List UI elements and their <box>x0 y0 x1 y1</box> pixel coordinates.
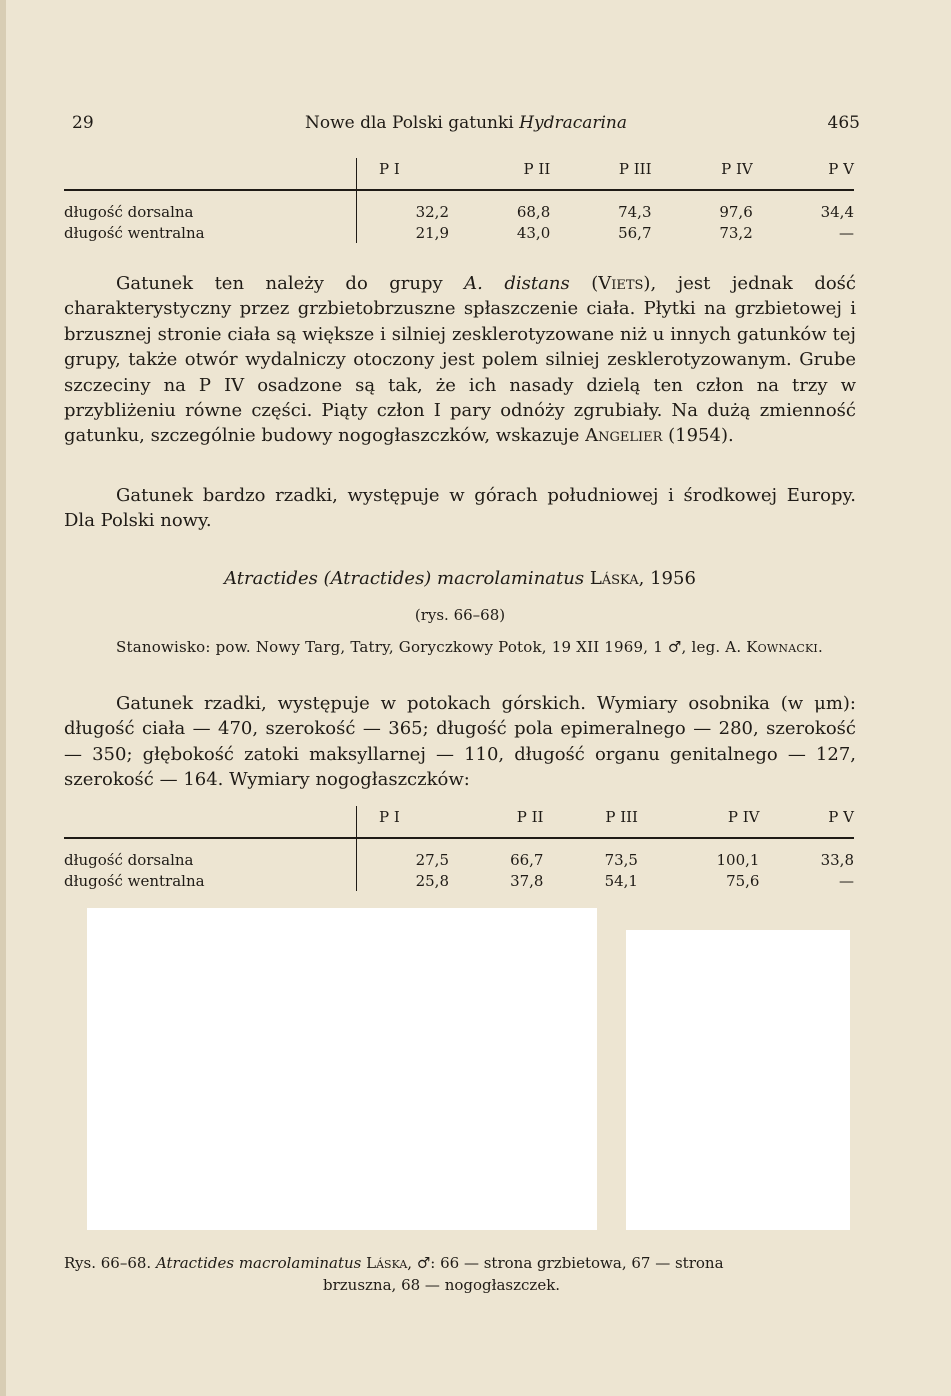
table-cell: 21,9 <box>357 222 450 243</box>
column-header: P I <box>357 158 450 190</box>
paragraph-measurements: Gatunek rzadki, występuje w potokach górskich. Wymiary osobnika (w μm): długość ciała — 470, szerokość — 365; długość pola epimeralnego — 280, szerokość — 350; głębokość zatoki maksyllarnej — 110, długość organu genitalnego — 127, szerokość — 164. Wymiary nogogłaszczków: <box>64 693 856 791</box>
column-header: P II <box>516 807 544 826</box>
table-cell: 37,8 <box>510 871 544 890</box>
table-cell: 33,8 <box>820 850 854 869</box>
table-cell: 73,5 <box>604 850 638 869</box>
table-cell: 97,6 <box>719 202 753 221</box>
figure-caption: Rys. 66–68. Atractides macrolaminatus Láska, ♂: 66 — strona grzbietowa, 67 — strona brzuszna, 68 — nogogłaszczek. <box>64 1254 724 1294</box>
figure-66-67-image <box>87 908 597 1230</box>
paragraph-distribution: Gatunek bardzo rzadki, występuje w górach południowej i środkowej Europy. Dla Polski nowy. <box>64 485 856 532</box>
figure-reference: (rys. 66–68) <box>414 606 506 624</box>
row-label: długość wentralna <box>64 871 205 890</box>
page-number-left: 29 <box>72 113 94 133</box>
column-header: P IV <box>721 159 753 178</box>
table-cell: 75,6 <box>726 871 760 890</box>
palp-table-2 <box>64 806 854 891</box>
table-cell: 25,8 <box>357 870 450 891</box>
column-header: P II <box>523 159 551 178</box>
page-number-right: 465 <box>827 113 860 133</box>
table-cell: — <box>839 223 854 242</box>
running-title: Nowe dla Polski gatunki Hydracarina <box>304 113 628 133</box>
table-cell: — <box>839 871 854 890</box>
table-row <box>64 870 854 891</box>
column-header: P III <box>605 807 638 826</box>
table-cell: 54,1 <box>604 871 638 890</box>
column-header: P III <box>618 159 652 178</box>
table-cell: 100,1 <box>716 850 760 869</box>
table-cell: 66,7 <box>510 850 544 869</box>
running-header <box>72 113 860 139</box>
column-header: P IV <box>727 807 760 826</box>
table-cell: 68,8 <box>516 202 551 221</box>
page-edge <box>0 0 6 1396</box>
column-header: P V <box>828 807 854 826</box>
table-row <box>64 222 854 243</box>
table-cell: 73,2 <box>719 223 753 242</box>
table-cell: 56,7 <box>618 223 652 242</box>
row-label: długość dorsalna <box>64 202 194 221</box>
figure-68-image <box>626 930 850 1230</box>
table-cell: 43,0 <box>516 223 551 242</box>
column-header: P I <box>357 806 450 838</box>
table-cell: 27,5 <box>357 838 450 870</box>
locality-record: Stanowisko: pow. Nowy Targ, Tatry, Goryczkowy Potok, 19 XII 1969, 1 ♂, leg. A. Kownacki. <box>116 638 823 656</box>
table-cell: 74,3 <box>618 202 652 221</box>
row-label: długość dorsalna <box>64 850 194 869</box>
palp-table-1 <box>64 158 854 243</box>
species-heading: Atractides (Atractides) macrolaminatus Láska, 1956 <box>224 568 696 589</box>
column-header: P V <box>828 159 854 178</box>
table-cell: 34,4 <box>820 202 854 221</box>
paragraph-description: Gatunek ten należy do grupy A. distans (Viets), jest jednak dość charakterystyczny przez grzbietobrzuszne spłaszczenie ciała. Płytki na grzbietowej i brzusznej stronie ciała są większe i silniej zesklerotyzowane niż u innych gatunków tej grupy, także otwór wydalniczy otoczony jest polem silniej zesklerotyzowanym. Grube szczeciny na P IV osadzone są tak, że ich nasady dzielą ten człon na trzy w przybliżeniu równe części. Piąty człon I pary odnóży zgrubiały. Na dużą zmienność gatunku, szczególnie budowy nogogłaszczków, wskazuje Angelier (1954). <box>64 273 856 447</box>
table-row <box>64 190 854 222</box>
table-row <box>64 838 854 870</box>
row-label: długość wentralna <box>64 223 205 242</box>
table-cell: 32,2 <box>357 190 450 222</box>
